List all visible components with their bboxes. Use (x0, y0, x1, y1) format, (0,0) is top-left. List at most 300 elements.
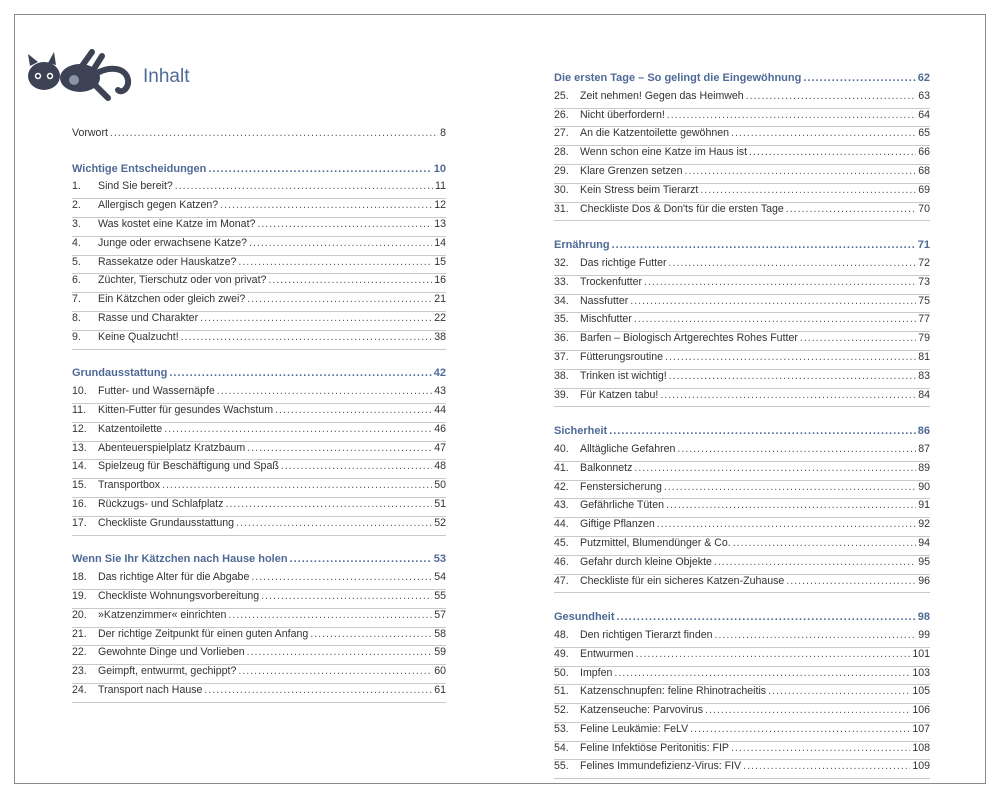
toc-entry-number: 9. (72, 330, 81, 343)
toc-section-heading[interactable] (72, 163, 446, 181)
toc-entry[interactable] (72, 274, 446, 293)
toc-page-number: 55 (434, 589, 446, 602)
toc-entry-number: 49. (554, 647, 569, 660)
toc-section-heading[interactable] (554, 425, 930, 443)
toc-entry[interactable] (554, 518, 930, 537)
toc-entry-title: Entwurmen (580, 647, 634, 660)
toc-entry-number: 35. (554, 313, 569, 326)
toc-dot-leader (238, 256, 432, 268)
toc-entry[interactable] (554, 742, 930, 761)
toc-entry-number: 54. (554, 741, 569, 754)
toc-entry-number: 38. (554, 369, 569, 382)
toc-dot-leader (275, 404, 432, 416)
toc-page-number: 101 (912, 647, 930, 660)
toc-page-number: 99 (918, 628, 930, 641)
toc-entry-title: Wenn schon eine Katze im Haus ist (580, 146, 748, 159)
toc-entry-title: Das richtige Alter für die Abgabe (98, 571, 250, 584)
toc-entry[interactable] (72, 460, 446, 479)
page-title: Inhalt (143, 66, 190, 87)
toc-entry-number: 20. (72, 608, 87, 621)
toc-entry-title: Giftige Pflanzen (580, 518, 655, 531)
toc-entry-number: 5. (72, 255, 81, 268)
toc-entry[interactable] (554, 389, 930, 408)
toc-entry[interactable] (72, 256, 446, 275)
toc-page-number: 43 (434, 385, 446, 398)
toc-entry[interactable] (554, 685, 930, 704)
toc-page-number: 12 (434, 199, 446, 212)
toc-entry-title: Feline Infektiöse Peritonitis: FIP (580, 741, 729, 754)
toc-entry-number: 8. (72, 311, 81, 324)
toc-dot-leader (217, 385, 432, 397)
toc-page-number: 15 (434, 255, 446, 268)
toc-dot-leader (803, 72, 915, 84)
toc-entry-title: Züchter, Tierschutz oder von privat? (98, 274, 267, 287)
toc-dot-leader (281, 460, 432, 472)
toc-page-number: 87 (918, 442, 930, 455)
toc-page-number: 59 (434, 646, 446, 659)
toc-page-number: 64 (918, 108, 930, 121)
toc-entry-title: Barfen – Biologisch Artgerechtes Rohes Futter (580, 332, 798, 345)
toc-entry-number: 46. (554, 555, 569, 568)
toc-dot-leader (786, 575, 916, 587)
toc-entry-title: Grundausstattung (72, 367, 168, 380)
section-gap (72, 145, 446, 163)
toc-page-number: 79 (918, 332, 930, 345)
toc-entry-number: 26. (554, 108, 569, 121)
toc-entry-title: Das richtige Futter (580, 256, 667, 269)
toc-dot-leader (290, 553, 432, 565)
toc-entry-title: Impfen (580, 666, 613, 679)
toc-entry[interactable] (72, 404, 446, 423)
toc-entry[interactable] (72, 312, 446, 331)
toc-entry[interactable] (72, 385, 446, 404)
toc-page-number: 89 (918, 461, 930, 474)
toc-entry-number: 3. (72, 217, 81, 230)
toc-entry-title: Zeit nehmen! Gegen das Heimweh (580, 89, 744, 102)
toc-dot-leader (644, 276, 916, 288)
toc-entry[interactable] (72, 423, 446, 442)
toc-dot-leader (700, 184, 916, 196)
toc-section-heading[interactable] (72, 553, 446, 571)
toc-entry[interactable] (554, 351, 930, 370)
toc-entry[interactable] (72, 517, 446, 536)
toc-entry-title: Fütterungsroutine (580, 350, 664, 363)
toc-entry[interactable] (554, 295, 930, 314)
toc-dot-leader (705, 704, 910, 716)
toc-page-number: 95 (918, 555, 930, 568)
toc-entry-title: Gefahr durch kleine Objekte (580, 555, 712, 568)
toc-entry-title: Felines Immundefizienz-Virus: FIV (580, 760, 742, 773)
toc-page-number: 65 (918, 127, 930, 140)
toc-page-number: 91 (918, 499, 930, 512)
toc-entry-title: Ein Kätzchen oder gleich zwei? (98, 293, 246, 306)
toc-dot-leader (660, 389, 916, 401)
section-gap (554, 407, 930, 425)
toc-dot-leader (731, 127, 916, 139)
toc-entry-number: 31. (554, 202, 569, 215)
toc-entry[interactable] (72, 609, 446, 628)
toc-entry-number: 14. (72, 460, 87, 473)
toc-entry[interactable] (72, 442, 446, 461)
toc-dot-leader (768, 685, 910, 697)
toc-entry-title: Rassekatze oder Hauskatze? (98, 255, 237, 268)
toc-page-number: 77 (918, 313, 930, 326)
toc-dot-leader (181, 331, 433, 343)
toc-entry-number: 17. (72, 516, 87, 529)
toc-entry-title: Klare Grenzen setzen (580, 164, 683, 177)
toc-page-number: 96 (918, 574, 930, 587)
toc-dot-leader (208, 163, 431, 175)
toc-entry[interactable] (554, 370, 930, 389)
toc-entry[interactable] (554, 667, 930, 686)
toc-section-heading[interactable] (554, 72, 930, 90)
toc-entry-title: Transportbox (98, 479, 161, 492)
toc-page-number: 73 (918, 275, 930, 288)
toc-dot-leader (630, 295, 916, 307)
toc-dot-leader (669, 370, 916, 382)
toc-page-number: 48 (434, 460, 446, 473)
toc-entry-title: Allergisch gegen Katzen? (98, 199, 219, 212)
toc-dot-leader (261, 590, 432, 602)
toc-entry[interactable] (72, 127, 446, 145)
toc-entry-title: Transport nach Hause (98, 683, 203, 696)
toc-entry-title: Der richtige Zeitpunkt für einen guten Anfang (98, 627, 309, 640)
toc-dot-leader (228, 609, 432, 621)
toc-dot-leader (690, 723, 910, 735)
toc-entry[interactable] (554, 443, 930, 462)
toc-entry-title: Trockenfutter (580, 275, 643, 288)
toc-entry[interactable] (554, 575, 930, 594)
toc-entry-title: Nicht überfordern! (580, 108, 665, 121)
toc-page-number: 83 (918, 369, 930, 382)
toc-page-number: 58 (434, 627, 446, 640)
toc-page-number: 10 (433, 162, 446, 175)
toc-entry-number: 16. (72, 497, 87, 510)
toc-dot-leader (162, 479, 432, 491)
toc-page-number: 81 (918, 350, 930, 363)
toc-entry-number: 22. (72, 646, 87, 659)
toc-entry[interactable] (554, 462, 930, 481)
toc-entry-title: Checkliste Wohnungsvorbereitung (98, 589, 260, 602)
toc-page-number: 52 (434, 516, 446, 529)
toc-page-number: 90 (918, 480, 930, 493)
toc-dot-leader (204, 684, 432, 696)
toc-entry-number: 51. (554, 685, 569, 698)
toc-page-number: 21 (434, 293, 446, 306)
toc-entry[interactable] (554, 90, 930, 109)
toc-dot-leader (236, 517, 432, 529)
toc-dot-leader (733, 537, 916, 549)
toc-dot-leader (665, 351, 916, 363)
toc-entry-number: 55. (554, 760, 569, 773)
toc-entry-title: Gewohnte Dinge und Vorlieben (98, 646, 245, 659)
toc-entry-title: Kitten-Futter für gesundes Wachstum (98, 403, 274, 416)
toc-entry-number: 39. (554, 388, 569, 401)
toc-entry-title: »Katzenzimmer« einrichten (98, 608, 227, 621)
toc-page-number: 50 (434, 479, 446, 492)
toc-page-number: 61 (434, 683, 446, 696)
toc-left-column (72, 127, 446, 703)
toc-dot-leader (609, 425, 916, 437)
toc-entry-title: Gesundheit (554, 611, 615, 624)
toc-dot-leader (746, 90, 917, 102)
toc-entry-title: Keine Qualzucht! (98, 330, 179, 343)
toc-section-heading[interactable] (554, 239, 930, 257)
toc-entry-number: 44. (554, 518, 569, 531)
toc-dot-leader (200, 312, 432, 324)
toc-entry[interactable] (554, 704, 930, 723)
toc-page-number: 13 (434, 217, 446, 230)
toc-entry-number: 21. (72, 627, 87, 640)
toc-entry[interactable] (554, 556, 930, 575)
section-gap (554, 593, 930, 611)
toc-entry[interactable] (554, 537, 930, 556)
toc-page-number: 22 (434, 311, 446, 324)
toc-entry[interactable] (72, 180, 446, 199)
toc-entry-title: Spielzeug für Beschäftigung und Spaß (98, 460, 279, 473)
toc-entry-number: 13. (72, 441, 87, 454)
toc-entry-number: 45. (554, 536, 569, 549)
toc-dot-leader (164, 423, 432, 435)
toc-page-number: 46 (434, 422, 446, 435)
toc-entry-number: 15. (72, 479, 87, 492)
toc-dot-leader (667, 109, 916, 121)
toc-page-number: 8 (440, 127, 446, 139)
toc-page-number: 107 (912, 722, 930, 735)
toc-dot-leader (220, 199, 432, 211)
toc-entry-number: 1. (72, 180, 81, 193)
toc-page-number: 42 (433, 367, 446, 380)
toc-entry-title: Geimpft, entwurmt, gechippt? (98, 665, 237, 678)
toc-entry-number: 11. (72, 403, 86, 416)
toc-page-number: 14 (434, 236, 446, 249)
toc-entry[interactable] (554, 648, 930, 667)
toc-section-heading[interactable] (554, 611, 930, 629)
toc-page-number: 103 (912, 666, 930, 679)
toc-entry[interactable] (72, 590, 446, 609)
toc-entry-title: Den richtigen Tierarzt finden (580, 628, 713, 641)
toc-entry[interactable] (554, 481, 930, 500)
toc-entry[interactable] (72, 218, 446, 237)
toc-dot-leader (614, 667, 910, 679)
toc-entry[interactable] (72, 293, 446, 312)
toc-entry[interactable] (72, 199, 446, 218)
toc-dot-leader (310, 628, 432, 640)
toc-dot-leader (110, 127, 438, 139)
toc-entry-number: 4. (72, 236, 81, 249)
toc-entry-title: Junge oder erwachsene Katze? (98, 236, 248, 249)
toc-dot-leader (249, 237, 432, 249)
toc-page-number: 109 (912, 760, 930, 773)
toc-entry[interactable] (554, 109, 930, 128)
toc-entry-number: 28. (554, 146, 569, 159)
toc-entry-number: 48. (554, 628, 569, 641)
toc-dot-leader (636, 648, 911, 660)
toc-entry-number: 32. (554, 256, 569, 269)
toc-entry-title: Was kostet eine Katze im Monat? (98, 217, 256, 230)
toc-dot-leader (251, 571, 432, 583)
toc-dot-leader (714, 556, 916, 568)
cat-illustration (22, 46, 134, 106)
section-gap (72, 350, 446, 368)
toc-page-number: 105 (912, 685, 930, 698)
toc-page-number: 16 (434, 274, 446, 287)
toc-entry-title: Mischfutter (580, 313, 632, 326)
toc-entry-title: Kein Stress beim Tierarzt (580, 183, 699, 196)
toc-entry[interactable] (554, 276, 930, 295)
toc-entry-number: 6. (72, 274, 81, 287)
toc-entry-title: Abenteuerspielplatz Kratzbaum (98, 441, 246, 454)
toc-dot-leader (731, 742, 910, 754)
toc-entry[interactable] (554, 257, 930, 276)
toc-entry-number: 29. (554, 164, 569, 177)
toc-page-number: 75 (918, 294, 930, 307)
toc-dot-leader (666, 499, 916, 511)
toc-entry-number: 7. (72, 293, 81, 306)
toc-entry[interactable] (554, 723, 930, 742)
toc-entry-number: 23. (72, 665, 87, 678)
toc-page-number: 94 (918, 536, 930, 549)
toc-entry[interactable] (554, 332, 930, 351)
toc-dot-leader (247, 293, 432, 305)
toc-dot-leader (677, 443, 916, 455)
toc-entry[interactable] (554, 165, 930, 184)
toc-dot-leader (800, 332, 916, 344)
toc-page-number: 11 (435, 180, 446, 193)
toc-page-number: 68 (918, 164, 930, 177)
toc-entry-title: Katzenschnupfen: feline Rhinotracheitis (580, 685, 767, 698)
toc-entry-number: 47. (554, 574, 569, 587)
toc-entry[interactable] (72, 479, 446, 498)
toc-entry-title: Sind Sie bereit? (98, 180, 173, 193)
toc-entry-number: 41. (554, 461, 569, 474)
toc-entry-title: Putzmittel, Blumendünger & Co. (580, 536, 731, 549)
toc-entry-number: 24. (72, 683, 87, 696)
toc-entry[interactable] (72, 331, 446, 350)
toc-dot-leader (664, 481, 916, 493)
toc-entry[interactable] (554, 184, 930, 203)
toc-entry[interactable] (554, 146, 930, 165)
toc-entry-title: Checkliste Grundausstattung (98, 516, 235, 529)
toc-entry-title: Feline Leukämie: FeLV (580, 722, 689, 735)
toc-entry-number: 34. (554, 294, 569, 307)
toc-entry-number: 40. (554, 442, 569, 455)
toc-entry[interactable] (554, 499, 930, 518)
toc-page-number: 53 (433, 553, 446, 566)
toc-entry[interactable] (554, 629, 930, 648)
toc-entry-number: 37. (554, 350, 569, 363)
toc-entry-number: 27. (554, 127, 569, 140)
section-gap (72, 536, 446, 554)
toc-entry-number: 53. (554, 722, 569, 735)
toc-entry[interactable] (72, 571, 446, 590)
toc-dot-leader (257, 218, 432, 230)
toc-page-number: 47 (434, 441, 446, 454)
toc-entry-title: Checkliste Dos & Don'ts für die ersten Tage (580, 202, 784, 215)
toc-entry[interactable] (554, 760, 930, 779)
toc-page-number: 72 (918, 256, 930, 269)
toc-entry-title: Trinken ist wichtig! (580, 369, 667, 382)
toc-page-number: 71 (917, 239, 930, 252)
toc-entry-title: Wichtige Entscheidungen (72, 162, 207, 175)
toc-dot-leader (247, 646, 433, 658)
toc-dot-leader (634, 313, 916, 325)
toc-entry[interactable] (554, 313, 930, 332)
toc-entry-title: Rückzugs- und Schlafplatz (98, 497, 224, 510)
toc-entry-number: 42. (554, 480, 569, 493)
toc-dot-leader (684, 165, 916, 177)
toc-entry-title: Fenstersicherung (580, 480, 662, 493)
toc-entry[interactable] (72, 646, 446, 665)
toc-page-number: 106 (912, 704, 930, 717)
toc-entry-title: Gefährliche Tüten (580, 499, 665, 512)
toc-page-number: 84 (918, 388, 930, 401)
toc-entry-number: 12. (72, 422, 87, 435)
toc-entry-title: Balkonnetz (580, 461, 633, 474)
toc-section-heading[interactable] (72, 367, 446, 385)
toc-dot-leader (786, 203, 916, 215)
toc-entry-title: Vorwort (72, 127, 108, 139)
toc-entry[interactable] (72, 498, 446, 517)
toc-entry-title: Rasse und Charakter (98, 311, 199, 324)
toc-page-number: 69 (918, 183, 930, 196)
toc-entry-title: Für Katzen tabu! (580, 388, 659, 401)
toc-dot-leader (669, 257, 917, 269)
toc-entry-title: Nassfutter (580, 294, 629, 307)
toc-dot-leader (268, 274, 432, 286)
toc-entry-title: Futter- und Wassernäpfe (98, 385, 215, 398)
toc-entry-number: 10. (72, 385, 87, 398)
toc-page-number: 54 (434, 571, 446, 584)
toc-entry-number: 2. (72, 199, 81, 212)
toc-entry-number: 43. (554, 499, 569, 512)
toc-page-number: 57 (434, 608, 446, 621)
toc-page-number: 70 (918, 202, 930, 215)
toc-dot-leader (169, 367, 431, 379)
toc-entry-number: 25. (554, 89, 569, 102)
toc-page-number: 98 (917, 611, 930, 624)
toc-page-number: 108 (912, 741, 930, 754)
toc-entry[interactable] (72, 237, 446, 256)
toc-entry-number: 18. (72, 571, 87, 584)
toc-entry-number: 30. (554, 183, 569, 196)
toc-dot-leader (743, 760, 910, 772)
section-gap (554, 221, 930, 239)
toc-entry[interactable] (72, 665, 446, 684)
toc-page-number: 51 (434, 497, 446, 510)
toc-dot-leader (612, 239, 916, 251)
toc-entry-title: Sicherheit (554, 425, 608, 438)
toc-dot-leader (238, 665, 432, 677)
toc-entry-title: Alltägliche Gefahren (580, 442, 676, 455)
toc-page-number: 92 (918, 518, 930, 531)
toc-page-number: 44 (434, 403, 446, 416)
toc-page-number: 66 (918, 146, 930, 159)
toc-entry[interactable] (72, 628, 446, 647)
toc-entry[interactable] (72, 684, 446, 703)
toc-entry[interactable] (554, 127, 930, 146)
toc-page-number: 62 (917, 72, 930, 84)
toc-dot-leader (247, 442, 432, 454)
toc-entry-number: 36. (554, 332, 569, 345)
toc-page-number: 86 (917, 425, 930, 438)
toc-entry-number: 52. (554, 704, 569, 717)
toc-dot-leader (715, 629, 917, 641)
toc-entry-title: Katzenseuche: Parvovirus (580, 704, 704, 717)
toc-entry-title: Die ersten Tage – So gelingt die Eingewöhnung (554, 72, 802, 84)
toc-dot-leader (175, 180, 433, 192)
toc-entry[interactable] (554, 203, 930, 222)
